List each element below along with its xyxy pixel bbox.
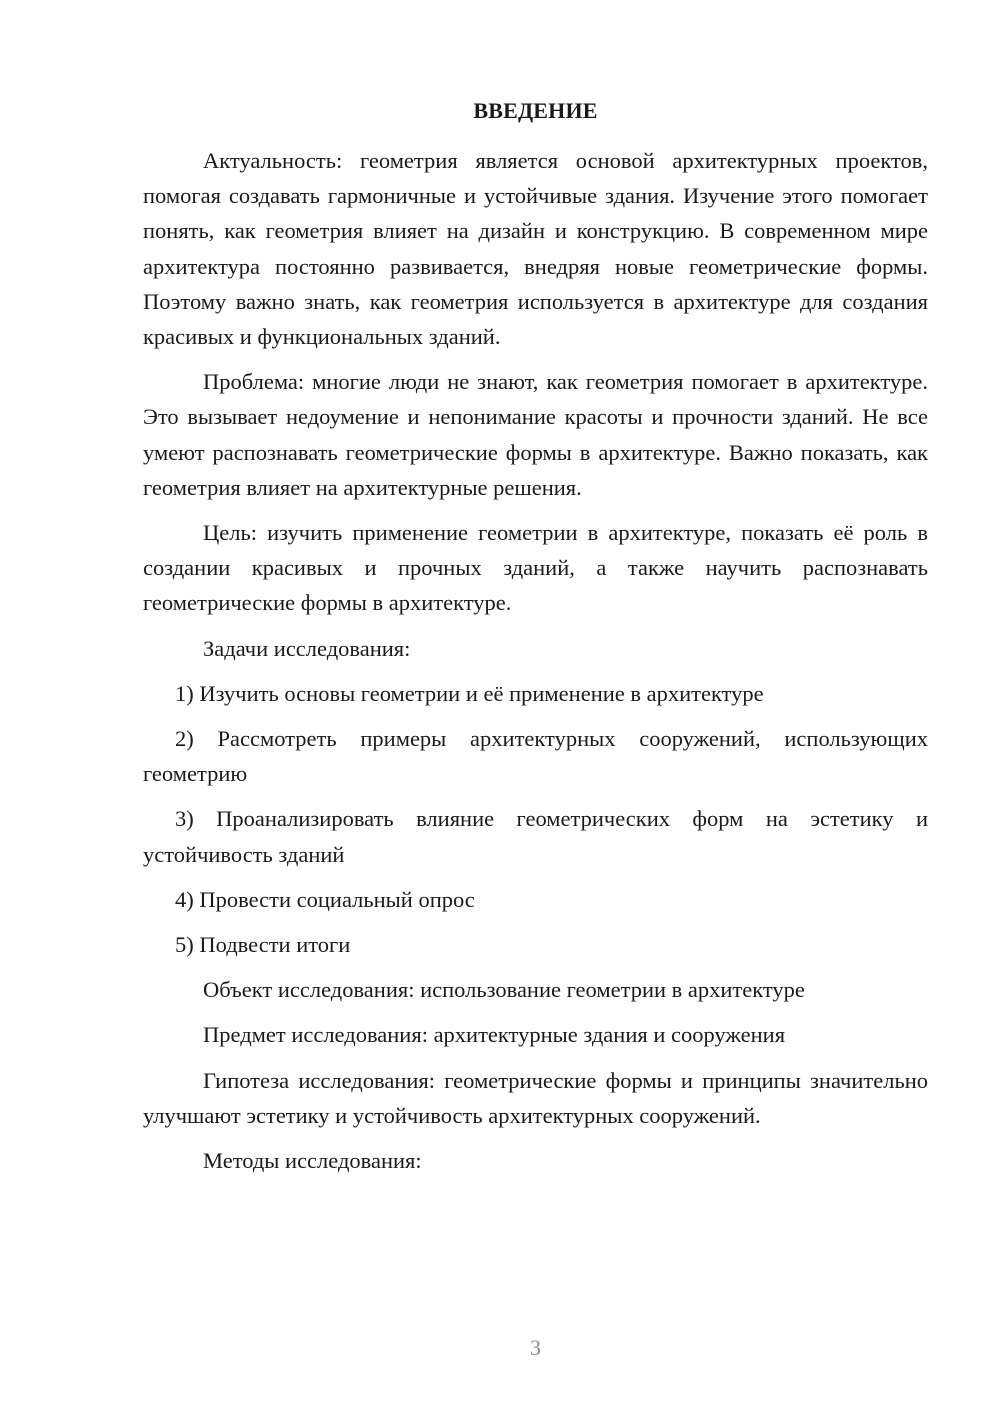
research-object: Объект исследования: использование геометрии в архитектуре	[203, 977, 805, 1003]
task-item: 1) Изучить основы геометрии и её применение в архитектуре	[175, 680, 764, 706]
paragraph-relevance: Актуальность: геометрия является основой архитектурных проектов, помогая создавать гармоничные и устойчивые здания. Изучение этого помогает понять, как геометрия влияет на дизайн и конструкцию. В современном мире архитектура постоянно развивается, внедряя новые геометрические формы. Поэтому важно знать, как геометрия используется в архитектуре для создания красивых и функциональных зданий.	[143, 148, 928, 350]
research-hypothesis: Гипотеза исследования: геометрические формы и принципы значительно улучшают эстетику и устойчивость архитектурных сооружений.	[143, 1067, 928, 1128]
tasks-heading: Задачи исследования:	[203, 635, 411, 661]
document-body	[143, 143, 928, 1178]
research-subject: Предмет исследования: архитектурные здания и сооружения	[203, 1022, 786, 1048]
document-page	[143, 0, 928, 1414]
methods-heading: Методы исследования:	[203, 1148, 422, 1174]
task-item: 3) Проанализировать влияние геометрических форм на эстетику и устойчивость зданий	[143, 806, 928, 867]
paragraph-goal: Цель: изучить применение геометрии в архитектуре, показать её роль в создании красивых и прочных зданий, а также научить распознавать геометрические формы в архитектуре.	[143, 520, 928, 616]
task-item: 5) Подвести итоги	[175, 932, 351, 958]
task-item: 2) Рассмотреть примеры архитектурных сооружений, использующих геометрию	[143, 726, 928, 787]
page-number: 3	[530, 1335, 541, 1360]
paragraph-problem: Проблема: многие люди не знают, как геометрия помогает в архитектуре. Это вызывает недоумение и непонимание красоты и прочности зданий. Не все умеют распознавать геометрические формы в архитектуре. Важно показать, как геометрия влияет на архитектурные решения.	[143, 369, 928, 500]
task-item: 4) Провести социальный опрос	[175, 886, 475, 912]
page-title: ВВЕДЕНИЕ	[473, 98, 598, 123]
